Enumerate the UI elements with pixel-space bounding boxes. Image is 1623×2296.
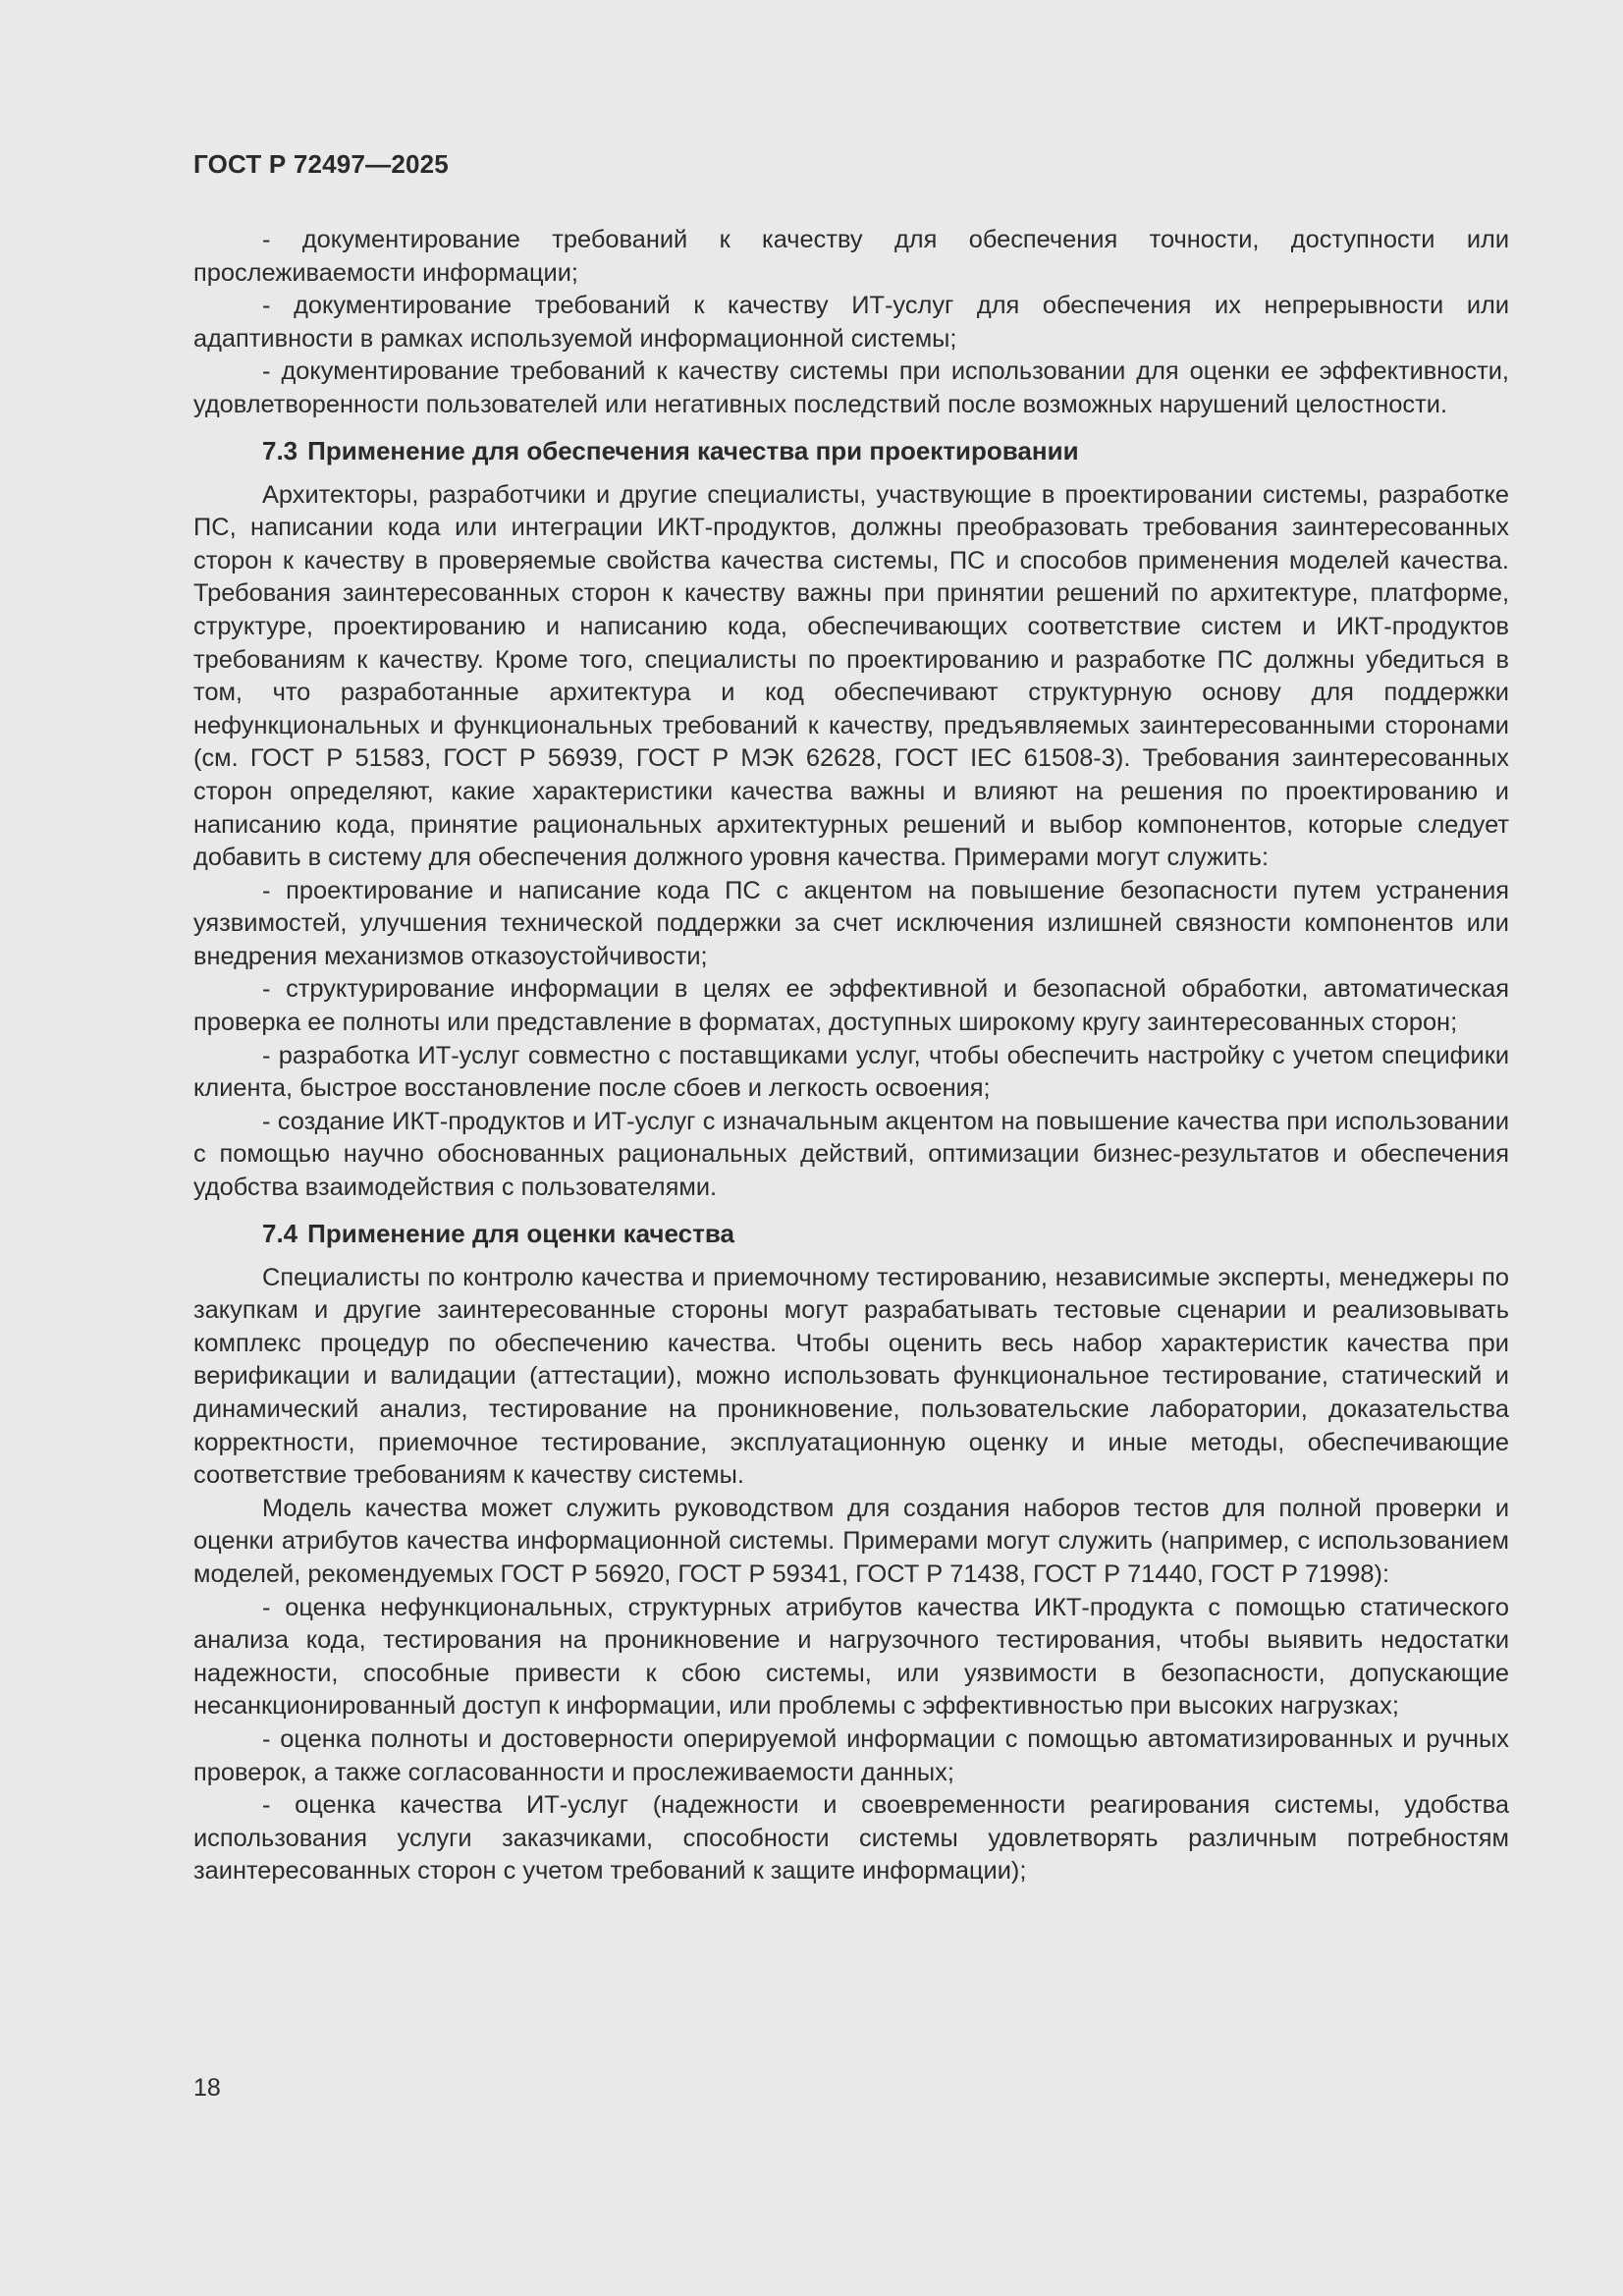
section-heading-7-3 [193,434,1509,467]
list-item: - разработка ИТ-услуг совместно с поставщиками услуг, чтобы обеспечить настройку с учетом специфики клиента, быстрое восстановление после сбоев и легкость освоения; [193,1041,1509,1103]
document-body [193,224,1509,1888]
section-heading-7-4 [193,1217,1509,1250]
document-page [193,0,1509,2296]
list-item: - документирование требований к качеству системы при использовании для оценки ее эффективности, удовлетворенности пользователей или негативных последствий после возможных нарушений целостности. [193,357,1509,418]
list-item: - оценка полноты и достоверности оперируемой информации с помощью автоматизированных и ручных проверок, а также согласованности и прослеживаемости данных; [193,1724,1509,1786]
list-item: - документирование требований к качеству ИТ-услуг для обеспечения их непрерывности или адаптивности в рамках используемой информационной системы; [193,292,1509,353]
section-title: Применение для оценки качества [307,1218,734,1248]
list-item: - оценка качества ИТ-услуг (надежности и своевременности реагирования системы, удобства использования услуги заказчиками, способности системы удовлетворять различным потребностям заинтересованных сторон с учетом требований к защите информации); [193,1791,1509,1886]
list-item: - оценка нефункциональных, структурных атрибутов качества ИКТ-продукта с помощью статического анализа кода, тестирования на проникновение и нагрузочного тестирования, чтобы выявить недостатки надежности, способные привести к сбою системы, или уязвимости в безопасности, допускающие несанкционированный доступ к информации, или проблемы с эффективностью при высоких нагрузках; [193,1593,1509,1721]
paragraph: Модель качества может служить руководством для создания наборов тестов для полной проверки и оценки атрибутов качества информационной системы. Примерами могут служить (например, с использованием моделей, рекомендуемых ГОСТ Р 56920, ГОСТ Р 59341, ГОСТ Р 71438, ГОСТ Р 71440, ГОСТ Р 71998): [193,1494,1509,1588]
list-item: - создание ИКТ-продуктов и ИТ-услуг с изначальным акцентом на повышение качества при использовании с помощью научно обоснованных рациональных действий, оптимизации бизнес-результатов и обеспечения удобства взаимодействия с пользователями. [193,1107,1509,1202]
list-item: - структурирование информации в целях ее эффективной и безопасной обработки, автоматическая проверка ее полноты или представление в форматах, доступных широкому кругу заинтересованных сторон; [193,975,1509,1037]
section-number: 7.4 [262,1218,298,1248]
list-item: - документирование требований к качеству для обеспечения точности, доступности или прослеживаемости информации; [193,226,1509,287]
document-header: ГОСТ Р 72497—2025 [193,149,449,179]
section-title: Применение для обеспечения качества при проектировании [307,435,1079,465]
list-item: - проектирование и написание кода ПС с акцентом на повышение безопасности путем устранения уязвимостей, улучшения технической поддержки за счет исключения излишней связности компонентов или внедрения механизмов отказоустойчивости; [193,876,1509,970]
page-number: 18 [193,2074,221,2102]
paragraph: Архитекторы, разработчики и другие специалисты, участвующие в проектировании системы, разработке ПС, написании кода или интеграции ИКТ-продуктов, должны преобразовать требования заинтересованных сторон к качеству в проверяемые свойства качества системы, ПС и способов применения моделей качества. Требования заинтересованных сторон к качеству важны при принятии решений по архитектуре, платформе, структуре, проектированию и написанию кода, обеспечивающих соответствие систем и ИКТ-продуктов требованиям к качеству. Кроме того, специалисты по проектированию и разработке ПС должны убедиться в том, что разработанные архитектура и код обеспечивают структурную основу для поддержки нефункциональных и функциональных требований к качеству, предъявляемых заинтересованными сторонами (см. ГОСТ Р 51583, ГОСТ Р 56939, ГОСТ Р МЭК 62628, ГОСТ IEC 61508-3). Требования заинтересованных сторон определяют, какие характеристики качества важны и влияют на решения по проектированию и написанию кода, принятие рациональных архитектурных решений и выбор компонентов, которые следует добавить в систему для обеспечения должного уровня качества. Примерами могут служить: [193,480,1509,872]
paragraph: Специалисты по контролю качества и приемочному тестированию, независимые эксперты, менеджеры по закупкам и другие заинтересованные стороны могут разрабатывать тестовые сценарии и реализовывать комплекс процедур по обеспечению качества. Чтобы оценить весь набор характеристик качества при верификации и валидации (аттестации), можно использовать функциональное тестирование, статический и динамический анализ, тестирование на проникновение, пользовательские лаборатории, доказательства корректности, приемочное тестирование, эксплуатационную оценку и иные методы, обеспечивающие соответствие требованиям к качеству системы. [193,1263,1509,1490]
section-number: 7.3 [262,435,298,465]
